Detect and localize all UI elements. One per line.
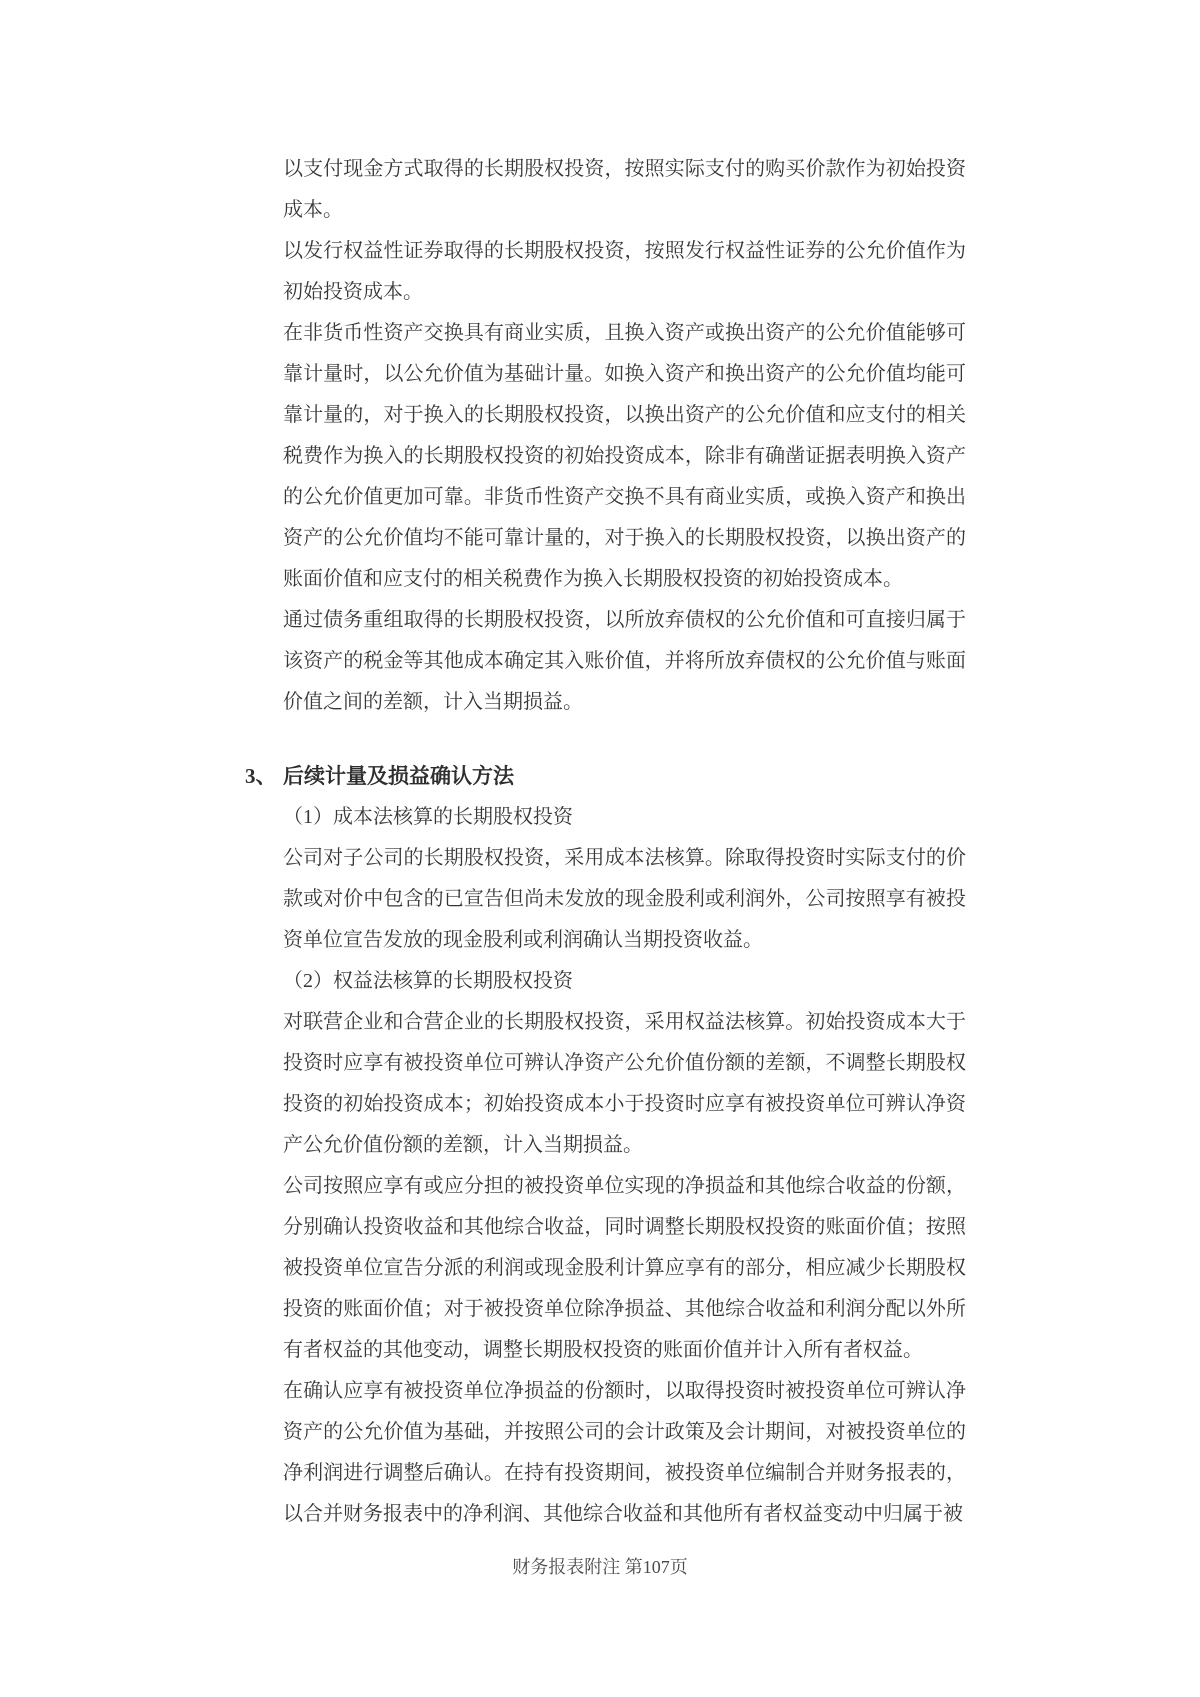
paragraph-net-profit-share: 在确认应享有被投资单位净损益的份额时，以取得投资时被投资单位可辨认净资产的公允价值为基础，并按照公司的会计政策及会计期间，对被投资单位的净利润进行调整后确认。在持有投资期间，被投资单位编制合并财务报表的，以合并财务报表中的净利润、其他综合收益和其他所有者权益变动中归属于被: [283, 1380, 966, 1525]
section-title: 后续计量及损益确认方法: [283, 764, 514, 788]
paragraph-cost-method: 公司对子公司的长期股权投资，采用成本法核算。除取得投资时实际支付的价款或对价中包含的已宣告但尚未发放的现金股利或利润外，公司按照享有被投资单位宣告发放的现金股利或利润确认当期投资收益。: [283, 847, 966, 951]
paragraph-nonmonetary-exchange: 在非货币性资产交换具有商业实质，且换入资产或换出资产的公允价值能够可靠计量时，以公允价值为基础计量。如换入资产和换出资产的公允价值均能可靠计量的，对于换入的长期股权投资，以换出资产的公允价值和应支付的相关税费作为换入的长期股权投资的初始投资成本，除非有确凿证据表明换入资产的公允价值更加可靠。非货币性资产交换不具有商业实质，或换入资产和换出资产的公允价值均不能可靠计量的，对于换入的长期股权投资，以换出资产的账面价值和应支付的相关税费作为换入长期股权投资的初始投资成本。: [283, 322, 966, 590]
paragraph-cash-acquisition: 以支付现金方式取得的长期股权投资，按照实际支付的购买价款作为初始投资成本。: [283, 158, 966, 221]
paragraph-equity-method-recognition: 公司按照应享有或应分担的被投资单位实现的净损益和其他综合收益的份额，分别确认投资收益和其他综合收益，同时调整长期股权投资的账面价值；按照被投资单位宣告分派的利润或现金股利计算应享有的部分，相应减少长期股权投资的账面价值；对于被投资单位除净损益、其他综合收益和利润分配以外所有者权益的其他变动，调整长期股权投资的账面价值并计入所有者权益。: [283, 1175, 966, 1361]
page-footer: 财务报表附注 第107页: [512, 1557, 688, 1577]
document-body: [245, 149, 966, 1535]
section-number: 3、: [245, 764, 277, 788]
paragraph-equity-securities: 以发行权益性证券取得的长期股权投资，按照发行权益性证券的公允价值作为初始投资成本。: [283, 240, 966, 303]
subsection-label-cost-method: （1）成本法核算的长期股权投资: [283, 806, 573, 828]
subsection-label-equity-method: （2）权益法核算的长期股权投资: [283, 970, 573, 992]
paragraph-debt-restructuring: 通过债务重组取得的长期股权投资，以所放弃债权的公允价值和可直接归属于该资产的税金等其他成本确定其入账价值，并将所放弃债权的公允价值与账面价值之间的差额，计入当期损益。: [283, 609, 966, 713]
paragraph-equity-method-initial: 对联营企业和合营企业的长期股权投资，采用权益法核算。初始投资成本大于投资时应享有被投资单位可辨认净资产公允价值份额的差额，不调整长期股权投资的初始投资成本；初始投资成本小于投资时应享有被投资单位可辨认净资产公允价值份额的差额，计入当期损益。: [283, 1011, 966, 1156]
section-heading: [245, 756, 966, 797]
